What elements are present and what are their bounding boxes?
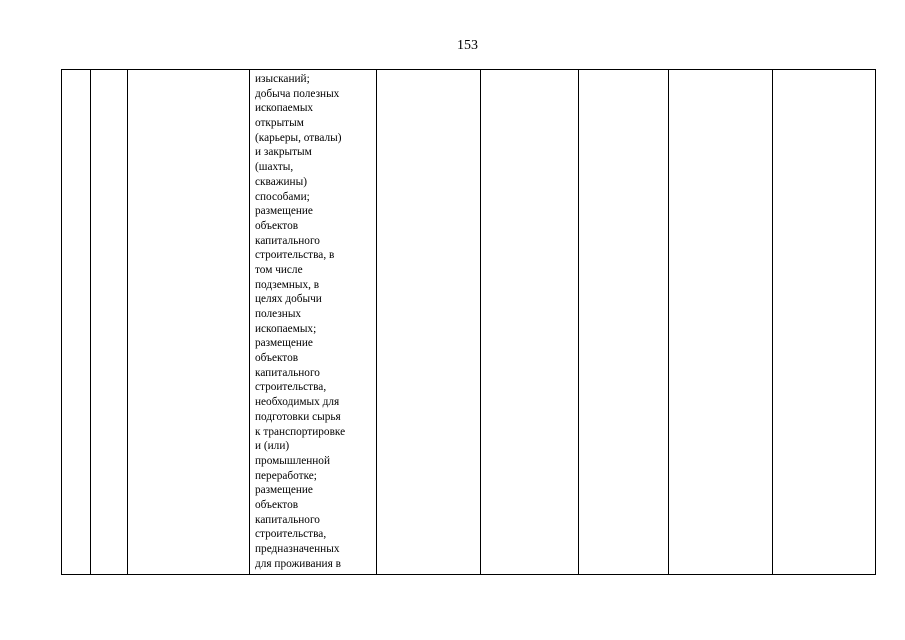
text-line: объектов (255, 498, 299, 511)
text-line: подготовки сырья (255, 410, 341, 423)
text-line: полезных (255, 308, 302, 320)
text-line: объектов (255, 352, 299, 365)
text-line: промышленной (255, 454, 331, 467)
text-line: скважины) (255, 175, 307, 188)
text-line: добыча полезных (255, 87, 340, 100)
table-cell-col-8 (669, 70, 773, 575)
text-line: объектов (255, 219, 299, 232)
text-line: переработке; (255, 469, 317, 482)
text-line: (карьеры, отвалы) (255, 131, 342, 144)
text-line: и (или) (255, 440, 290, 453)
text-line: открытым (255, 117, 304, 130)
text-line: целях добычи (255, 293, 322, 306)
text-line: размещение (255, 205, 313, 218)
text-line: строительства, (255, 381, 327, 394)
text-line: ископаемых (255, 102, 314, 115)
text-line: способами; (255, 190, 310, 203)
table-cell-col-1 (62, 70, 91, 575)
text-line: строительства, (255, 528, 327, 541)
text-line: капитального (255, 513, 320, 526)
text-line: капитального (255, 234, 320, 247)
text-line: к транспортировке (255, 425, 346, 438)
text-line: для проживания в (255, 557, 341, 570)
table-row (62, 70, 876, 575)
text-line: ископаемых; (255, 322, 317, 335)
table-cell-col-5 (377, 70, 481, 575)
text-line: предназначенных (255, 543, 340, 555)
text-line: строительства, в (255, 249, 335, 262)
permitted-use-text (250, 70, 376, 571)
table-cell-col-7 (579, 70, 669, 575)
page-number: 153 (457, 38, 478, 53)
text-line: и закрытым (255, 146, 312, 159)
table-cell-permitted-use-description (250, 70, 377, 575)
document-table (61, 69, 876, 575)
text-line: изысканий; (255, 73, 310, 85)
table-cell-col-6 (481, 70, 579, 575)
table-cell-col-3 (128, 70, 250, 575)
text-line: необходимых для (255, 396, 340, 409)
table-cell-col-2 (91, 70, 128, 575)
table-cell-col-9 (773, 70, 876, 575)
text-line: капитального (255, 366, 320, 379)
text-line: том числе (255, 263, 303, 276)
text-line: размещение (255, 484, 313, 497)
text-line: подземных, в (255, 278, 320, 291)
text-line: размещение (255, 337, 313, 350)
text-line: (шахты, (255, 161, 294, 174)
